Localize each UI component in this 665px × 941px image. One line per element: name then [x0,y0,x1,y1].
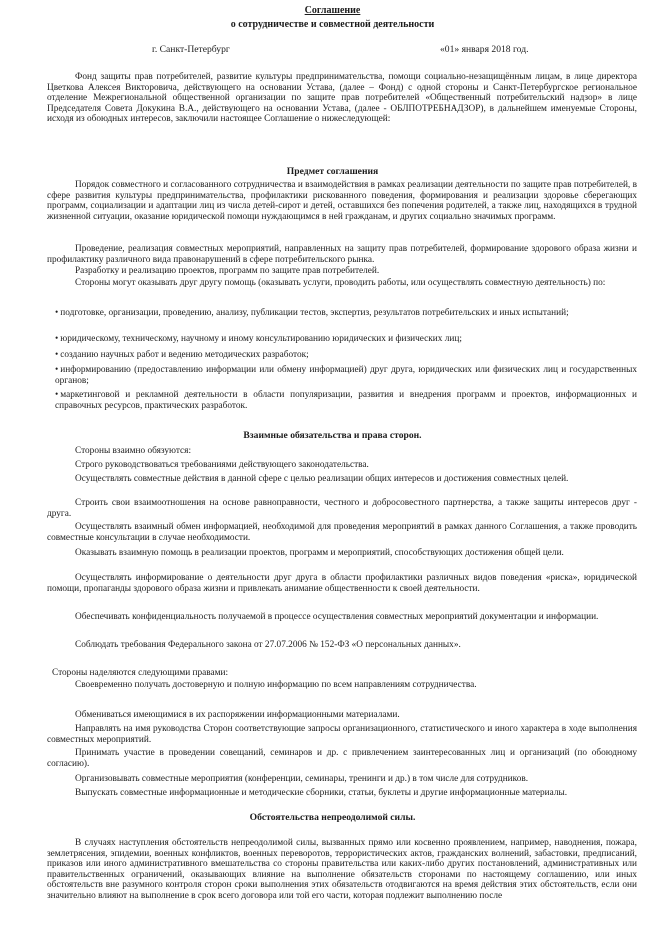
document-title: Соглашение [304,5,361,16]
obligations-paragraph-3: Осуществлять совместные действия в данной сфере с целью реализации общих интересов и достижения совместных целей. [75,474,569,484]
force-majeure-paragraph: В случаях наступления обстоятельств непреодолимой силы, вызванных прямо или косвенно проявлением, например, наводнения, пожара, землетрясения, эпидемии, военных конфликтов, военных переворотов, террористических актов, гражданских волнений, забастовки, предписаний, приказов или иного административного вмешательства со стороны правительства или каких-либо других постановлений, административных или правительственных ограничений, оказывающих влияние на выполнение обязательств сторонами по настоящему соглашению, или иных обстоятельств вне разумного контроля сторон сроки выполнения этих обязательств отодвигаются на время действия этих обстоятельств, если они значительно влияют на выполнение в срок всего договора или той его части, которая подлежит выполнению после [47,838,637,901]
subject-paragraph-3: Разработку и реализацию проектов, программ по защите прав потребителей. [75,266,380,276]
document-city: г. Санкт-Петербург [152,44,230,55]
rights-paragraph-7: Выпускать совместные информационные и методические сборники, статьи, буклеты и другие информационные материалы. [75,788,568,798]
obligations-paragraph-8: Обеспечивать конфиденциальность получаемой в процессе осуществления совместных мероприятий документации и информации. [75,612,599,622]
obligations-paragraph-1: Стороны взаимно обязуются: [75,446,192,456]
list-item: • подготовке, организации, проведению, анализу, публикации тестов, экспертиз, результатов потребительских и иных испытаний; [55,308,637,319]
list-item: • информированию (предоставлению информации или обмену информацией) друг друга, юридических или физических лиц и государственных органов; [55,365,637,386]
rights-paragraph-2: Своевременно получать достоверную и полную информацию по всем направлениям сотрудничества. [75,680,477,690]
section-heading-force-majeure: Обстоятельства непреодолимой силы. [249,812,416,823]
obligations-paragraph-6: Оказывать взаимную помощь в реализации проектов, программ и мероприятий, способствующих достижения общей цели. [75,548,564,558]
subject-paragraph-4: Стороны могут оказывать друг другу помощь (оказывать услуги, проводить работы, или осуществлять совместную деятельность) по: [75,278,606,288]
obligations-paragraph-7: Осуществлять информирование о деятельности друг друга в области профилактики различных видов поведения «риска», юридической помощи, пропаганды здорового образа жизни и привлекать анимание общественности к своей деятельности. [47,573,637,594]
obligations-paragraph-5: Осуществлять взаимный обмен информацией, необходимой для проведения мероприятий в рамках данного Соглашения, а также проводить совместные консультации в случае необходимости. [47,522,637,543]
subject-paragraph-1: Порядок совместного и согласованного сотрудничества и взаимодействия в рамках реализации деятельности по защите прав потребителей, в сфере развития культуры предпринимательства, профилактики рискованного поведения, формирования и реализации здоровье сберегающих программ, социализации и адаптации лиц из числа детей-сирот и детей, оставшихся без попечения родителей, а также лиц, находящихся в трудной жизненной ситуации, оказание юридической помощи нуждающимся в ней гражданам, и других социально значимых программ. [47,180,637,222]
rights-paragraph-4: Направлять на имя руководства Сторон соответствующие запросы организационного, статистического и иного характера в ходе выполнения совместных мероприятий. [47,724,637,745]
rights-paragraph-5: Принимать участие в проведении совещаний, семинаров и др. с привлечением заинтересованных лиц и организаций (по обоюдному согласию). [47,748,637,769]
rights-paragraph-6: Организовывать совместные мероприятия (конференции, семинары, тренинги и др.) в том числе для сотрудников. [75,774,529,784]
section-heading-subject: Предмет соглашения [286,166,379,177]
obligations-paragraph-2: Строго руководствоваться требованиями действующего законодательства. [75,460,369,470]
list-item: • созданию научных работ и ведению методических разработок; [55,350,637,361]
rights-paragraph-3: Обмениваться имеющимися в их распоряжении информационными материалами. [75,710,400,720]
document-subtitle: о сотрудничестве и совместной деятельности [230,19,435,30]
obligations-paragraph-4: Строить свои взаимоотношения на основе равноправности, честного и добросовестного партнерства, а также защиты интересов друг - друга. [47,498,637,519]
preamble: Фонд защиты прав потребителей, развитие культуры предпринимательства, помощи социально-незащищённым лицам, в лице директора Цветкова Алексея Викторовича, действующего на основании Устава, (далее – Фонд) с одной стороны и Санкт-Петербургское региональное отделение Межрегиональной общественной организации по защите прав потребителей «Общественный потребительский надзор» в лице Председателя Совета Докукина В.А., действующего на основании Устава, (далее - ОБЛПОТРЕБНАДЗОР), в дальнейшем именуемые Стороны, исходя из обоюдных интересов, заключили настоящее Соглашение о нижеследующей: [47,72,637,125]
list-item: • маркетинговой и рекламной деятельности в области популяризации, развития и внедрения программ и проектов, информационных и справочных ресурсов, практических разработок. [55,390,637,411]
list-item: • юридическому, техническому, научному и иному консультированию юридических и физических лиц; [55,334,637,345]
rights-paragraph-1: Стороны наделяются следующими правами: [52,668,229,678]
obligations-paragraph-9: Соблюдать требования Федерального закона от 27.07.2006 № 152-ФЗ «О персональных данных». [75,640,461,650]
section-heading-obligations: Взаимные обязательства и права сторон. [243,430,422,441]
document-date: «01» января 2018 год. [440,44,529,55]
subject-paragraph-2: Проведение, реализация совместных мероприятий, направленных на защиту прав потребителей, формирование здорового образа жизни и профилактику различного вида правонарушений в сфере потребительского рынка. [47,244,637,265]
